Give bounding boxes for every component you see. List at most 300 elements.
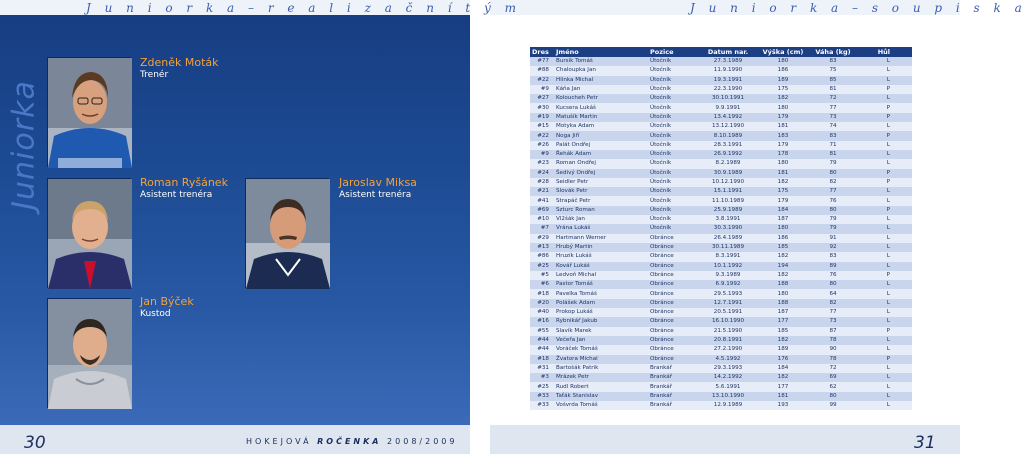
cell-pozice: Obránce	[648, 262, 700, 271]
cell-datum: 30.11.1989	[700, 243, 756, 252]
cell-jmeno: Koloucheh Petr	[554, 94, 648, 103]
cell-jmeno: Slovák Petr	[554, 187, 648, 196]
cell-vyska: 182	[756, 373, 810, 382]
cell-vyska: 186	[756, 234, 810, 243]
roster-row	[530, 373, 912, 382]
publication-label-c: 2008/2009	[381, 437, 458, 446]
roster-row	[530, 317, 912, 326]
cell-pozice: Útočník	[648, 169, 700, 178]
cell-datum: 30.10.1991	[700, 94, 756, 103]
cell-vaha: 79	[810, 215, 856, 224]
col-header-vaha: Váha (kg)	[810, 47, 856, 57]
roster-row	[530, 178, 912, 187]
cell-pozice: Útočník	[648, 57, 700, 66]
roster-row	[530, 85, 912, 94]
cell-vyska: 187	[756, 308, 810, 317]
cell-vyska: 193	[756, 401, 810, 410]
cell-hul: L	[856, 364, 912, 373]
photo-jaroslav-miksa	[245, 178, 329, 288]
cell-datum: 21.5.1990	[700, 327, 756, 336]
cell-hul: L	[856, 280, 912, 289]
cell-jmeno: Chaloupka Jan	[554, 66, 648, 75]
cell-jmeno: Pastor Tomáš	[554, 280, 648, 289]
cell-hul: L	[856, 94, 912, 103]
cell-datum: 29.5.1993	[700, 289, 756, 298]
cell-datum: 20.8.1991	[700, 336, 756, 345]
cell-dres: #18	[530, 289, 554, 298]
roster-row	[530, 131, 912, 140]
cell-vyska: 182	[756, 94, 810, 103]
cell-pozice: Obránce	[648, 345, 700, 354]
cell-jmeno: Ledvoň Michal	[554, 271, 648, 280]
cell-dres: #28	[530, 178, 554, 187]
roster-row	[530, 159, 912, 168]
cell-hul: L	[856, 122, 912, 131]
cell-vaha: 91	[810, 234, 856, 243]
cell-vyska: 189	[756, 345, 810, 354]
cell-vyska: 188	[756, 280, 810, 289]
cell-jmeno: Szturc Roman	[554, 206, 648, 215]
cell-dres: #40	[530, 308, 554, 317]
roster-row	[530, 169, 912, 178]
cell-pozice: Obránce	[648, 299, 700, 308]
cell-pozice: Útočník	[648, 206, 700, 215]
left-page-title: J u n i o r k a – r e a l i z a č n í t ý m	[86, 1, 522, 15]
roster-row	[530, 262, 912, 271]
cell-dres: #7	[530, 224, 554, 233]
publication-label-a: HOKEJOVÁ	[246, 437, 318, 446]
cell-vyska: 186	[756, 66, 810, 75]
cell-hul: L	[856, 243, 912, 252]
cell-dres: #26	[530, 141, 554, 150]
cell-hul: L	[856, 150, 912, 159]
cell-dres: #86	[530, 252, 554, 261]
cell-datum: 11.10.1989	[700, 196, 756, 205]
cell-jmeno: Pavelka Tomáš	[554, 289, 648, 298]
cell-datum: 12.9.1989	[700, 401, 756, 410]
col-header-datum: Datum nar.	[700, 47, 756, 57]
roster-body	[530, 57, 912, 410]
cell-datum: 27.2.1990	[700, 345, 756, 354]
roster-row	[530, 141, 912, 150]
cell-jmeno: Kucsera Lukáš	[554, 103, 648, 112]
cell-jmeno: Šedivý Ondřej	[554, 169, 648, 178]
portrait-image	[48, 299, 132, 409]
cell-vyska: 181	[756, 392, 810, 401]
cell-dres: #5	[530, 271, 554, 280]
cell-pozice: Obránce	[648, 289, 700, 298]
staff-role-2: Asistent trenéra	[140, 190, 213, 200]
roster-row	[530, 243, 912, 252]
cell-vyska: 181	[756, 169, 810, 178]
cell-datum: 13.4.1992	[700, 113, 756, 122]
roster-row	[530, 252, 912, 261]
cell-pozice: Brankář	[648, 401, 700, 410]
publication-label-b: ROČENKA	[317, 437, 382, 446]
cell-jmeno: Rybnikář Jakub	[554, 317, 648, 326]
cell-jmeno: Káňa Jan	[554, 85, 648, 94]
roster-header-row	[530, 47, 912, 57]
cell-jmeno: Hartmann Werner	[554, 234, 648, 243]
cell-datum: 10.1.1992	[700, 262, 756, 271]
cell-datum: 13.12.1990	[700, 122, 756, 131]
cell-vaha: 77	[810, 187, 856, 196]
cell-hul: L	[856, 234, 912, 243]
roster-row	[530, 122, 912, 131]
cell-vaha: 81	[810, 150, 856, 159]
cell-pozice: Útočník	[648, 94, 700, 103]
cell-hul: L	[856, 215, 912, 224]
cell-datum: 11.9.1990	[700, 66, 756, 75]
cell-vaha: 78	[810, 336, 856, 345]
photo-jan-bycek	[47, 298, 131, 408]
cell-jmeno: Noga Jiří	[554, 131, 648, 140]
staff-role-3: Asistent trenéra	[339, 190, 412, 200]
cell-vyska: 176	[756, 355, 810, 364]
cell-datum: 19.3.1991	[700, 76, 756, 85]
cell-dres: #6	[530, 280, 554, 289]
cell-vyska: 180	[756, 103, 810, 112]
roster-row	[530, 327, 912, 336]
cell-vaha: 80	[810, 392, 856, 401]
cell-vaha: 90	[810, 345, 856, 354]
cell-vaha: 76	[810, 271, 856, 280]
publication-label	[246, 437, 457, 446]
cell-jmeno: Palát Ondřej	[554, 141, 648, 150]
cell-vaha: 77	[810, 308, 856, 317]
cell-vaha: 83	[810, 57, 856, 66]
right-page-title: J u n i o r k a – s o u p i s k a	[690, 1, 1027, 15]
cell-vaha: 73	[810, 317, 856, 326]
cell-vaha: 99	[810, 401, 856, 410]
cell-hul: P	[856, 271, 912, 280]
cell-vaha: 72	[810, 364, 856, 373]
cell-vyska: 180	[756, 159, 810, 168]
cell-dres: #20	[530, 299, 554, 308]
cell-pozice: Brankář	[648, 364, 700, 373]
cell-hul: L	[856, 382, 912, 391]
cell-vyska: 181	[756, 122, 810, 131]
cell-datum: 8.3.1991	[700, 252, 756, 261]
cell-dres: #41	[530, 196, 554, 205]
cell-dres: #23	[530, 159, 554, 168]
cell-dres: #31	[530, 364, 554, 373]
roster-row	[530, 187, 912, 196]
cell-datum: 6.9.1992	[700, 280, 756, 289]
page-number-left: 30	[24, 433, 46, 453]
cell-datum: 8.10.1989	[700, 131, 756, 140]
cell-hul: L	[856, 252, 912, 261]
roster-row	[530, 215, 912, 224]
cell-vaha: 80	[810, 169, 856, 178]
page-number-right: 31	[914, 433, 936, 453]
cell-dres: #13	[530, 243, 554, 252]
roster-row	[530, 280, 912, 289]
cell-pozice: Obránce	[648, 336, 700, 345]
cell-vyska: 182	[756, 336, 810, 345]
cell-hul: L	[856, 345, 912, 354]
cell-dres: #9	[530, 150, 554, 159]
cell-pozice: Obránce	[648, 327, 700, 336]
footer-right	[490, 425, 960, 454]
cell-pozice: Obránce	[648, 355, 700, 364]
cell-hul: L	[856, 224, 912, 233]
cell-hul: L	[856, 262, 912, 271]
cell-pozice: Obránce	[648, 252, 700, 261]
cell-hul: P	[856, 103, 912, 112]
cell-pozice: Brankář	[648, 373, 700, 382]
cell-jmeno: Strapáč Petr	[554, 196, 648, 205]
cell-dres: #3	[530, 373, 554, 382]
cell-dres: #69	[530, 206, 554, 215]
cell-datum: 22.3.1990	[700, 85, 756, 94]
col-header-dres: Dres	[530, 47, 554, 57]
cell-hul: P	[856, 131, 912, 140]
cell-dres: #27	[530, 94, 554, 103]
cell-pozice: Útočník	[648, 141, 700, 150]
cell-vyska: 182	[756, 271, 810, 280]
cell-pozice: Útočník	[648, 178, 700, 187]
cell-datum: 29.3.1993	[700, 364, 756, 373]
cell-vaha: 81	[810, 85, 856, 94]
cell-datum: 14.2.1992	[700, 373, 756, 382]
col-header-vyska: Výška (cm)	[756, 47, 810, 57]
cell-dres: #18	[530, 355, 554, 364]
roster-row	[530, 336, 912, 345]
cell-pozice: Útočník	[648, 103, 700, 112]
cell-pozice: Útočník	[648, 122, 700, 131]
roster-row	[530, 103, 912, 112]
cell-jmeno: Vrána Lukáš	[554, 224, 648, 233]
cell-jmeno: Roman Ondřej	[554, 159, 648, 168]
cell-vaha: 83	[810, 252, 856, 261]
staff-name-1: Zdeněk Moták	[140, 56, 219, 69]
cell-vaha: 78	[810, 355, 856, 364]
cell-vaha: 89	[810, 262, 856, 271]
cell-hul: L	[856, 159, 912, 168]
cell-hul: P	[856, 355, 912, 364]
roster-row	[530, 150, 912, 159]
cell-vyska: 182	[756, 178, 810, 187]
cell-jmeno: Voráček Tomáš	[554, 345, 648, 354]
cell-vyska: 177	[756, 382, 810, 391]
col-header-jmeno: Jméno	[554, 47, 648, 57]
cell-hul: P	[856, 169, 912, 178]
cell-pozice: Útočník	[648, 224, 700, 233]
cell-dres: #33	[530, 392, 554, 401]
cell-datum: 25.9.1989	[700, 206, 756, 215]
cell-datum: 15.1.1991	[700, 187, 756, 196]
staff-panel	[0, 15, 470, 425]
roster-row	[530, 66, 912, 75]
cell-hul: L	[856, 187, 912, 196]
cell-vyska: 179	[756, 113, 810, 122]
cell-datum: 4.5.1992	[700, 355, 756, 364]
cell-dres: #9	[530, 85, 554, 94]
cell-pozice: Brankář	[648, 382, 700, 391]
cell-dres: #25	[530, 262, 554, 271]
cell-pozice: Obránce	[648, 317, 700, 326]
vertical-section-word-text: Juniorka	[6, 80, 42, 210]
cell-vaha: 82	[810, 178, 856, 187]
cell-vyska: 194	[756, 262, 810, 271]
cell-jmeno: Hrubý Martin	[554, 243, 648, 252]
cell-datum: 30.3.1990	[700, 224, 756, 233]
cell-dres: #33	[530, 401, 554, 410]
col-header-hul: Hůl	[856, 47, 912, 57]
cell-vaha: 76	[810, 196, 856, 205]
cell-vyska: 184	[756, 206, 810, 215]
cell-dres: #16	[530, 317, 554, 326]
cell-hul: P	[856, 327, 912, 336]
cell-vaha: 83	[810, 131, 856, 140]
cell-dres: #19	[530, 113, 554, 122]
cell-jmeno: Žvatora Michal	[554, 355, 648, 364]
cell-dres: #30	[530, 103, 554, 112]
cell-datum: 9.3.1989	[700, 271, 756, 280]
cell-dres: #29	[530, 234, 554, 243]
cell-hul: L	[856, 308, 912, 317]
cell-datum: 26.4.1989	[700, 234, 756, 243]
cell-jmeno: Motyka Adam	[554, 122, 648, 131]
cell-pozice: Útočník	[648, 150, 700, 159]
cell-vaha: 71	[810, 141, 856, 150]
cell-vaha: 73	[810, 113, 856, 122]
cell-dres: #55	[530, 327, 554, 336]
cell-hul: L	[856, 141, 912, 150]
roster-row	[530, 289, 912, 298]
cell-dres: #77	[530, 57, 554, 66]
cell-dres: #25	[530, 382, 554, 391]
cell-dres: #24	[530, 169, 554, 178]
cell-pozice: Útočník	[648, 196, 700, 205]
cell-dres: #15	[530, 122, 554, 131]
cell-vyska: 175	[756, 85, 810, 94]
cell-vaha: 69	[810, 373, 856, 382]
cell-vyska: 180	[756, 289, 810, 298]
cell-dres: #10	[530, 215, 554, 224]
cell-jmeno: Kovář Lukáš	[554, 262, 648, 271]
roster-row	[530, 299, 912, 308]
cell-vyska: 185	[756, 327, 810, 336]
roster-row	[530, 392, 912, 401]
cell-hul: P	[856, 113, 912, 122]
roster-row	[530, 196, 912, 205]
cell-vaha: 79	[810, 159, 856, 168]
cell-datum: 10.12.1990	[700, 178, 756, 187]
col-header-pozice: Pozice	[648, 47, 700, 57]
cell-jmeno: Taťák Stanislav	[554, 392, 648, 401]
roster-row	[530, 271, 912, 280]
cell-jmeno: Matušík Martin	[554, 113, 648, 122]
cell-pozice: Obránce	[648, 271, 700, 280]
cell-vyska: 187	[756, 215, 810, 224]
cell-vaha: 85	[810, 76, 856, 85]
cell-vaha: 87	[810, 327, 856, 336]
cell-hul: L	[856, 66, 912, 75]
cell-vyska: 188	[756, 299, 810, 308]
cell-hul: L	[856, 289, 912, 298]
vertical-section-word	[6, 75, 42, 215]
cell-jmeno: Slavík Marek	[554, 327, 648, 336]
cell-hul: L	[856, 336, 912, 345]
cell-pozice: Útočník	[648, 187, 700, 196]
cell-vyska: 180	[756, 224, 810, 233]
roster-row	[530, 76, 912, 85]
roster-row	[530, 355, 912, 364]
cell-jmeno: Vl2šák Jan	[554, 215, 648, 224]
roster-table	[530, 47, 912, 410]
cell-pozice: Útočník	[648, 76, 700, 85]
cell-pozice: Útočník	[648, 113, 700, 122]
cell-vyska: 177	[756, 317, 810, 326]
cell-jmeno: Řehák Adam	[554, 150, 648, 159]
roster-row	[530, 308, 912, 317]
cell-pozice: Útočník	[648, 159, 700, 168]
cell-datum: 5.6.1991	[700, 382, 756, 391]
cell-jmeno: Prokop Lukáš	[554, 308, 648, 317]
cell-datum: 27.3.1989	[700, 57, 756, 66]
cell-hul: P	[856, 206, 912, 215]
cell-hul: L	[856, 76, 912, 85]
cell-hul: P	[856, 85, 912, 94]
cell-jmeno: Večeřa Jan	[554, 336, 648, 345]
cell-hul: L	[856, 392, 912, 401]
cell-datum: 3.8.1991	[700, 215, 756, 224]
cell-pozice: Útočník	[648, 85, 700, 94]
cell-datum: 20.5.1991	[700, 308, 756, 317]
cell-pozice: Obránce	[648, 243, 700, 252]
cell-jmeno: Bursík Tomáš	[554, 57, 648, 66]
cell-hul: L	[856, 317, 912, 326]
roster-row	[530, 94, 912, 103]
roster-row	[530, 113, 912, 122]
cell-vyska: 179	[756, 141, 810, 150]
cell-datum: 30.9.1989	[700, 169, 756, 178]
cell-vaha: 75	[810, 66, 856, 75]
roster-row	[530, 224, 912, 233]
portrait-image	[48, 179, 132, 289]
cell-datum: 16.10.1990	[700, 317, 756, 326]
cell-vaha: 77	[810, 103, 856, 112]
cell-pozice: Útočník	[648, 66, 700, 75]
cell-vyska: 189	[756, 76, 810, 85]
cell-hul: L	[856, 401, 912, 410]
cell-dres: #22	[530, 76, 554, 85]
cell-jmeno: Hruzík Lukáš	[554, 252, 648, 261]
staff-role-1: Trenér	[140, 70, 169, 80]
cell-jmeno: Hlinka Michal	[554, 76, 648, 85]
photo-zdenek-motak	[47, 57, 131, 167]
staff-role-4: Kustod	[140, 309, 171, 319]
cell-vaha: 74	[810, 122, 856, 131]
portrait-image	[48, 58, 132, 168]
roster-row	[530, 345, 912, 354]
cell-vaha: 82	[810, 299, 856, 308]
cell-vaha: 62	[810, 382, 856, 391]
roster-row	[530, 401, 912, 410]
portrait-image	[246, 179, 330, 289]
cell-vyska: 178	[756, 150, 810, 159]
cell-datum: 9.9.1991	[700, 103, 756, 112]
cell-hul: L	[856, 57, 912, 66]
cell-dres: #44	[530, 336, 554, 345]
cell-datum: 12.7.1991	[700, 299, 756, 308]
cell-vaha: 64	[810, 289, 856, 298]
cell-vaha: 80	[810, 206, 856, 215]
cell-jmeno: Mrázek Petr	[554, 373, 648, 382]
cell-vyska: 183	[756, 131, 810, 140]
